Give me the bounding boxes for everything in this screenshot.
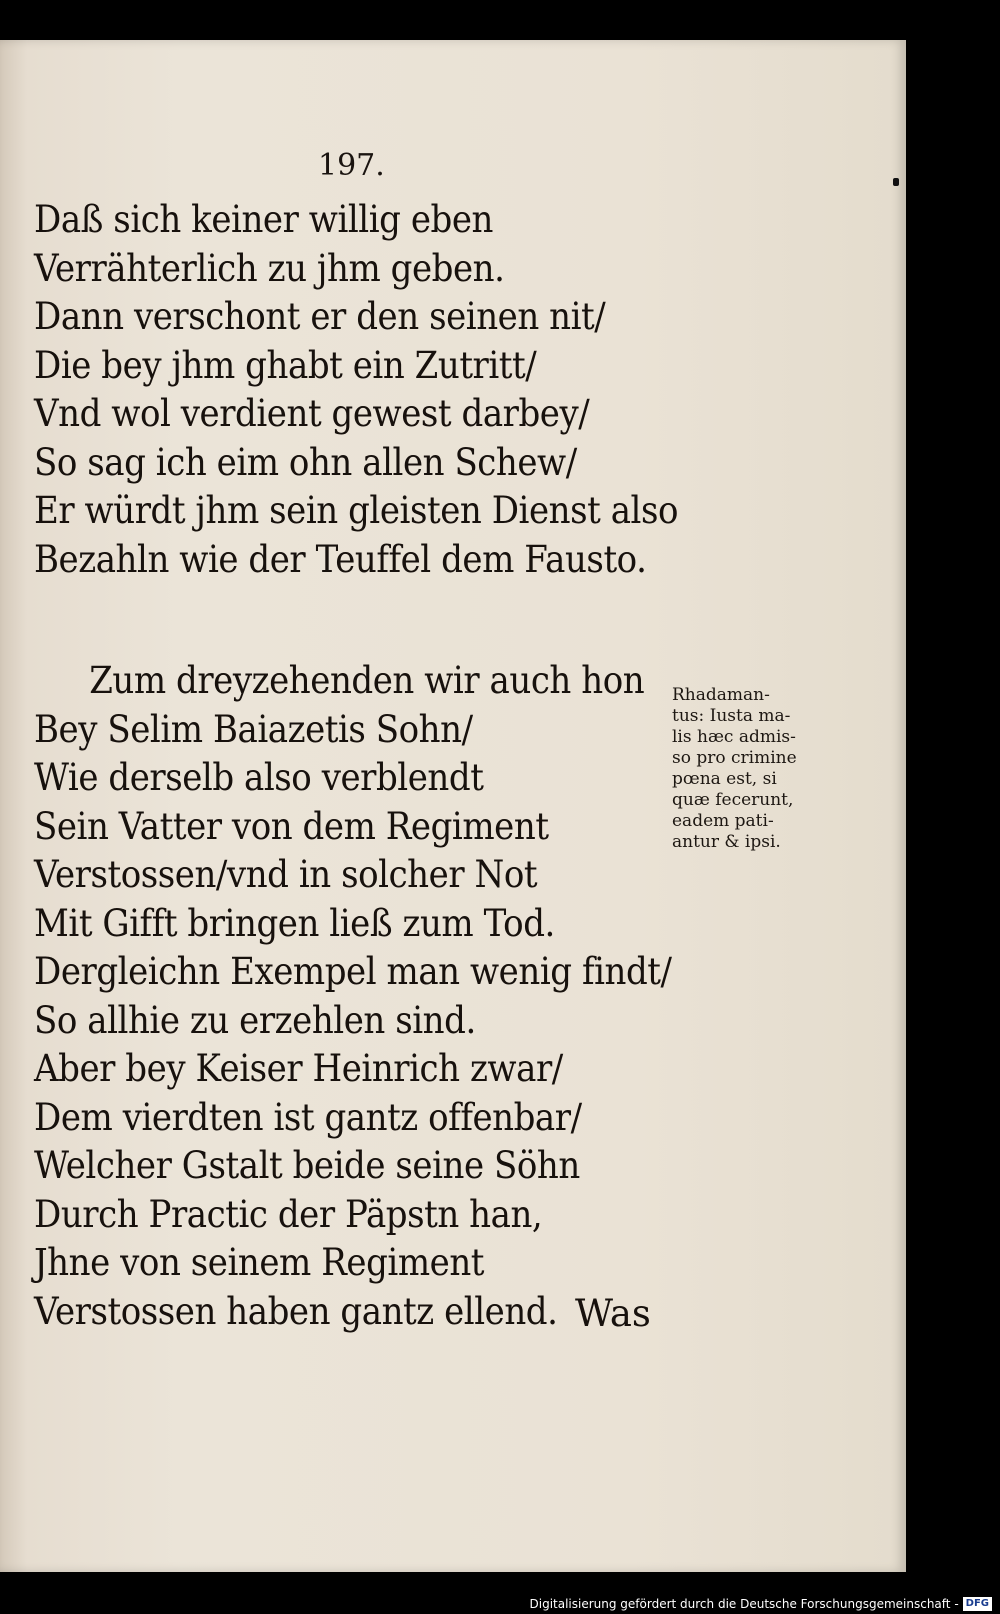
verse-line: Er würdt jhm sein gleisten Dienst also: [34, 489, 679, 532]
verse-line: Jhne von seinem Regiment: [34, 1241, 485, 1284]
verse-line: Sein Vatter von dem Regiment: [34, 804, 549, 848]
verse-line: Die bey jhm ghabt ein Zutritt/: [34, 343, 537, 387]
verse-line: Durch Practic der Päpstn han,: [34, 1192, 543, 1236]
marginal-note-line: antur & ipsi.: [672, 832, 781, 852]
poem-text: [34, 196, 694, 1336]
marginal-note: [672, 685, 832, 853]
ink-spot: [893, 178, 899, 186]
verse-line: Vnd wol verdient gewest darbey/: [34, 392, 590, 435]
verse-line: Verstossen haben gantz ellend.: [34, 1289, 558, 1333]
verse-line: Bey Selim Baiazetis Sohn/: [34, 707, 473, 751]
marginal-note-line: Rhadaman-: [672, 685, 770, 705]
verse-line: Dann verschont er den seinen nit/: [34, 295, 606, 338]
page-number: 197.: [318, 148, 385, 183]
marginal-note-line: lis hæc admis-: [672, 727, 796, 747]
verse-line: So allhie zu erzehlen sind.: [34, 998, 476, 1042]
marginal-note-line: so pro crimine: [672, 748, 797, 768]
verse-line: Wie derselb also verblendt: [34, 756, 484, 799]
verse-line: Bezahln wie der Teuffel dem Fausto.: [34, 537, 647, 581]
verse-line: Mit Gifft bringen ließ zum Tod.: [34, 901, 555, 945]
marginal-note-line: eadem pati-: [672, 811, 774, 831]
marginal-note-line: pœna est, si: [672, 769, 777, 789]
catchword: Was: [575, 1292, 651, 1335]
verse-line: Welcher Gstalt beide seine Söhn: [34, 1144, 580, 1187]
verse-line: Verrähterlich zu jhm geben.: [34, 246, 505, 290]
marginal-note-line: quæ fecerunt,: [672, 790, 794, 810]
marginal-note-line: tus: Iusta ma-: [672, 706, 791, 726]
digitization-credit: [530, 1597, 993, 1611]
verse-line: So sag ich eim ohn allen Schew/: [34, 440, 577, 484]
verse-line: Aber bey Keiser Heinrich zwar/: [34, 1047, 563, 1090]
credit-text: Digitalisierung gefördert durch die Deutsche Forschungsgemeinschaft -: [529, 1597, 959, 1611]
verse-line: Dem vierdten ist gantz offenbar/: [34, 1095, 582, 1139]
verse-line: Daß sich keiner willig eben: [34, 198, 494, 241]
verse-line: Dergleichn Exempel man wenig findt/: [34, 950, 672, 993]
verse-line: Zum dreyzehenden wir auch hon: [89, 659, 645, 702]
stanza-break: [34, 584, 694, 657]
verse-line: Verstossen/vnd in solcher Not: [34, 853, 538, 896]
dfg-logo: DFG: [963, 1597, 992, 1611]
